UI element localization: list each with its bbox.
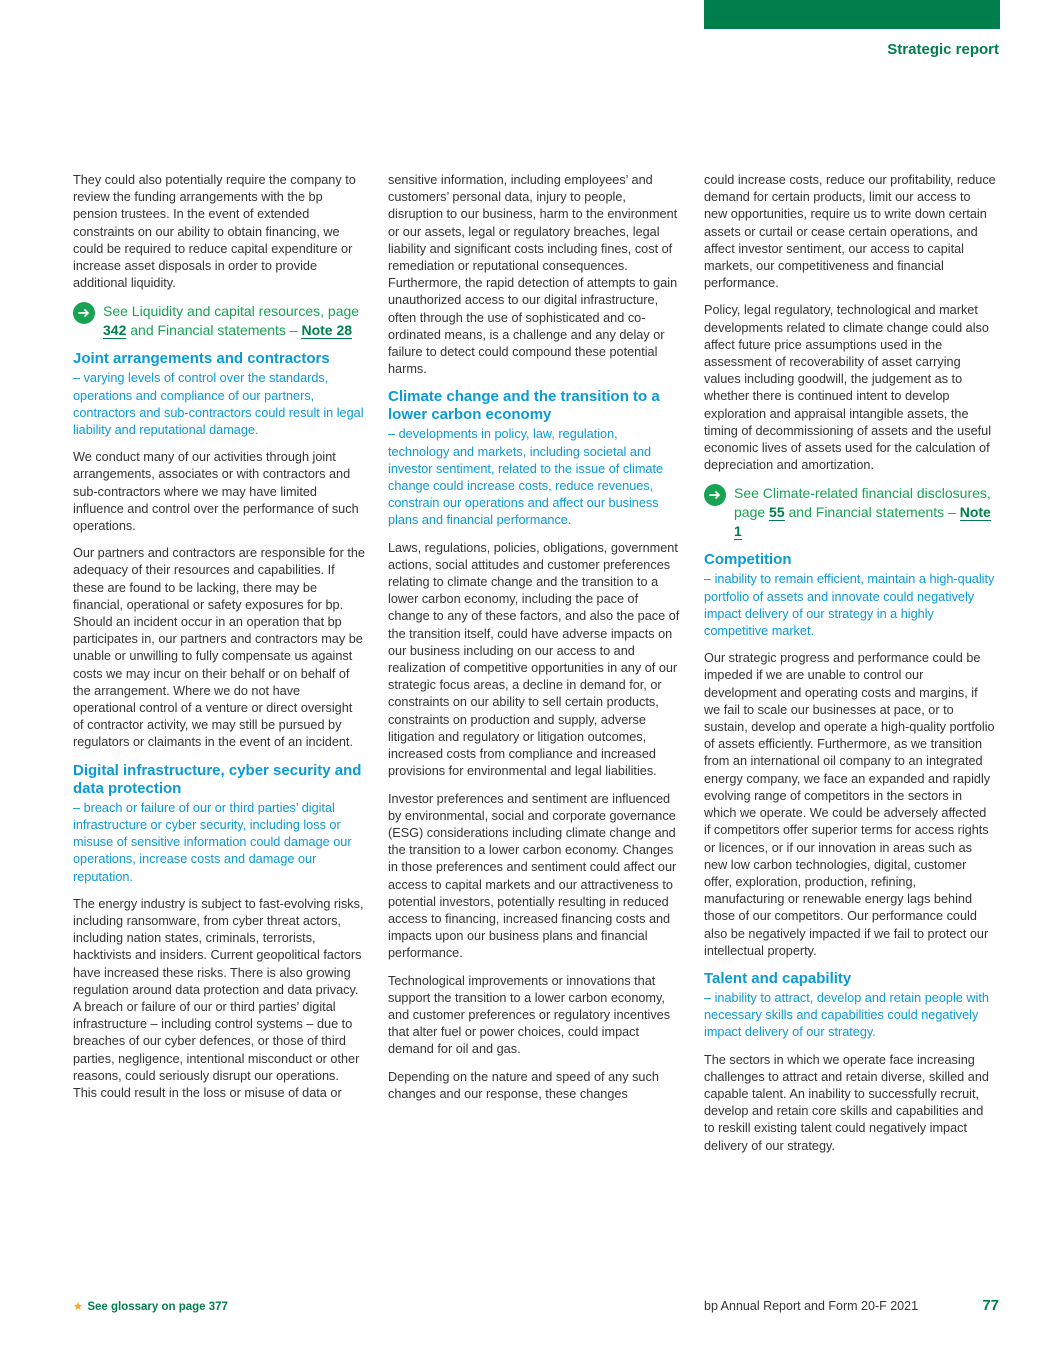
column-2 — [388, 172, 680, 1113]
risk-summary: – developments in policy, law, regulation, technology and markets, including societal and investor sentiment, related to the issue of climate change could increase costs, reduce revenues, constrain our operations and affect our business plans and financial performance. — [388, 427, 664, 528]
reference-text: and Financial statements – — [784, 504, 960, 521]
paragraph: Depending on the nature and speed of any such changes and our response, these changes — [388, 1069, 659, 1101]
paragraph: Our partners and contractors are responsible for the adequacy of their resources and capabilities. If these are found to be lacking, there may be financial, operational or safety exposures for bp. Should an incident occur in an operation that bp participates in, our partners and contractors may be unable or unwilling to fully compensate us against costs we may incur on their behalf or on behalf of the arrangement. Where we do not have operational control of a venture or direct oversight of contractor activity, we may still be pursued by regulators or claimants in the event of an incident. — [73, 546, 365, 750]
cross-reference-climate[interactable] — [704, 484, 996, 541]
risk-summary: – breach or failure of our or third parties’ digital infrastructure or cyber security, including loss or misuse of sensitive information could damage our operations, increase costs and damage our reputation. — [73, 800, 352, 884]
risk-summary: – inability to attract, develop and retain people with necessary skills and capabilities could negatively impact delivery of our strategy. — [704, 990, 989, 1040]
paragraph: sensitive information, including employees’ and customers’ personal data, injury to people, disruption to our business, harm to the environment or our assets, legal or regulatory breaches, legal liability and significant costs including fines, cost of remediation or reputational consequences. Furthermore, the rapid detection of attempts to gain unauthorized access to our digital infrastructure, often through the use of sophisticated and co-ordinated means, is a challenge and any delay or failure to detect could compound these potential harms. — [388, 173, 678, 377]
arrow-circle-icon — [73, 302, 95, 324]
risk-summary: – inability to remain efficient, maintain a high-quality portfolio of assets and innovate could negatively impact delivery of our strategy in a highly competitive market. — [704, 572, 995, 639]
paragraph: The energy industry is subject to fast-evolving risks, including ransomware, from cyber threat actors, including nation states, criminals, terrorists, hacktivists and insiders. Current geopolitical factors have increased these risks. There is also growing regulation around data protection and data privacy. A breach or failure of our or third parties’ digital infrastructure – including control systems – due to breaches of our cyber defences, or those of third parties, negligence, intentional misconduct or other reasons, could seriously disrupt our operations. This could result in the loss or misuse of data or — [73, 896, 364, 1100]
paragraph: They could also potentially require the company to review the funding arrangements with the bp pension trustees. In the event of extended constraints on our ability to obtain financing, we could be required to reduce capital expenditure or increase asset disposals in order to provide additional liquidity. — [73, 173, 356, 291]
section-heading: Talent and capability — [704, 969, 852, 987]
section-heading: Competition — [704, 551, 792, 569]
paragraph: Policy, legal regulatory, technological and market developments related to climate change could also affect future price assumptions used in the assessment of recoverability of asset carrying values including goodwill, the judgement as to whether there is continued intent to develop exploration and appraisal intangible assets, the timing of decommissioning of assets and the useful economic lives of assets used for the calculation of depreciation and amortization. — [704, 303, 992, 473]
column-1 — [73, 172, 365, 1112]
note-link[interactable]: Note 1 — [734, 504, 991, 540]
arrow-circle-icon — [704, 484, 726, 506]
section-title: Strategic report — [887, 41, 999, 58]
page-number: 77 — [982, 1297, 999, 1314]
column-3 — [704, 172, 996, 1165]
section-heading: Climate change and the transition to a lower carbon economy — [388, 388, 660, 424]
report-title: bp Annual Report and Form 20-F 2021 — [704, 1299, 919, 1313]
section-heading: Joint arrangements and contractors — [73, 350, 330, 368]
page-link[interactable]: 55 — [769, 504, 785, 521]
risk-summary: – varying levels of control over the standards, operations and compliance of our partners, contractors and sub-contractors could result in legal liability and reputational damage. — [73, 371, 364, 438]
page-link[interactable]: 342 — [103, 322, 127, 339]
paragraph: Technological improvements or innovations that support the transition to a lower carbon economy, and customer preferences or regulatory incentives that alter fuel or power choices, could impact demand for oil and gas. — [388, 973, 671, 1057]
note-link[interactable]: Note 28 — [301, 322, 353, 339]
paragraph: Investor preferences and sentiment are influenced by environmental, social and corporate governance (ESG) considerations including climate change and the transition to a lower carbon economy. Changes in those preferences and sentiment could affect our access to capital markets and our attractiveness to potential investors, potentially resulting in reduced access to financing, increased financing costs and impacts upon our business plans and financial performance. — [388, 791, 677, 961]
paragraph: Laws, regulations, policies, obligations, government actions, social attitudes and customer preferences relating to climate change and the transition to a lower carbon economy, including the pace of change to any of these factors, and also the pace of the transition itself, could have adverse impacts on our business including on our access to and realization of competitive opportunities in any of our strategic focus areas, a decline in demand for, or constraints on our ability to sell certain products, constraints on production and supply, adverse litigation and regulatory or litigation outcomes, increased costs from compliance and increased provisions for environmental and legal liabilities. — [388, 540, 680, 779]
star-icon: ★ — [73, 1301, 84, 1313]
reference-text: and Financial statements – — [126, 322, 302, 339]
glossary-link[interactable] — [73, 1299, 228, 1313]
paragraph: The sectors in which we operate face increasing challenges to attract and retain diverse, skilled and capable talent. An inability to successfully recruit, develop and retain core skills and capabilities and to reskill existing talent could negatively impact delivery of our strategy. — [704, 1052, 989, 1153]
reference-text: See Liquidity and capital resources, page — [103, 303, 360, 320]
paragraph: We conduct many of our activities through joint arrangements, associates or with contractors and sub-contractors where we may have limited influence and control over the performance of such operations. — [73, 450, 359, 534]
glossary-text: See glossary on page 377 — [87, 1301, 228, 1313]
cross-reference-liquidity[interactable] — [73, 302, 365, 340]
header-color-bar — [704, 0, 1000, 29]
paragraph: could increase costs, reduce our profitability, reduce demand for certain products, limit our access to new opportunities, require us to write down certain assets or curtail or cease certain operations, and affect investor sentiment, our access to capital markets, our competitiveness and financial performance. — [704, 173, 996, 291]
paragraph: Our strategic progress and performance could be impeded if we are unable to control our development and operating costs and margins, if we fail to scale our businesses at pace, or to sustain, develop and operate a high-quality portfolio of assets efficiently. Furthermore, as we transition from an international oil company to an integrated energy company, we face an expanded and rapidly evolving range of competitors in the sectors in which we operate. We could be adversely affected if competitors offer superior terms for access rights or licences, or if our innovation in areas such as new low carbon technologies, digital, customer offer, exploration, production, refining, manufacturing or renewable energy lags behind those of our competitors. Our performance could also be negatively impacted if we fail to protect our intellectual property. — [704, 651, 995, 958]
section-heading: Digital infrastructure, cyber security and data protection — [73, 761, 362, 797]
reference-text: See Climate-related financial disclosures, page — [734, 485, 991, 521]
